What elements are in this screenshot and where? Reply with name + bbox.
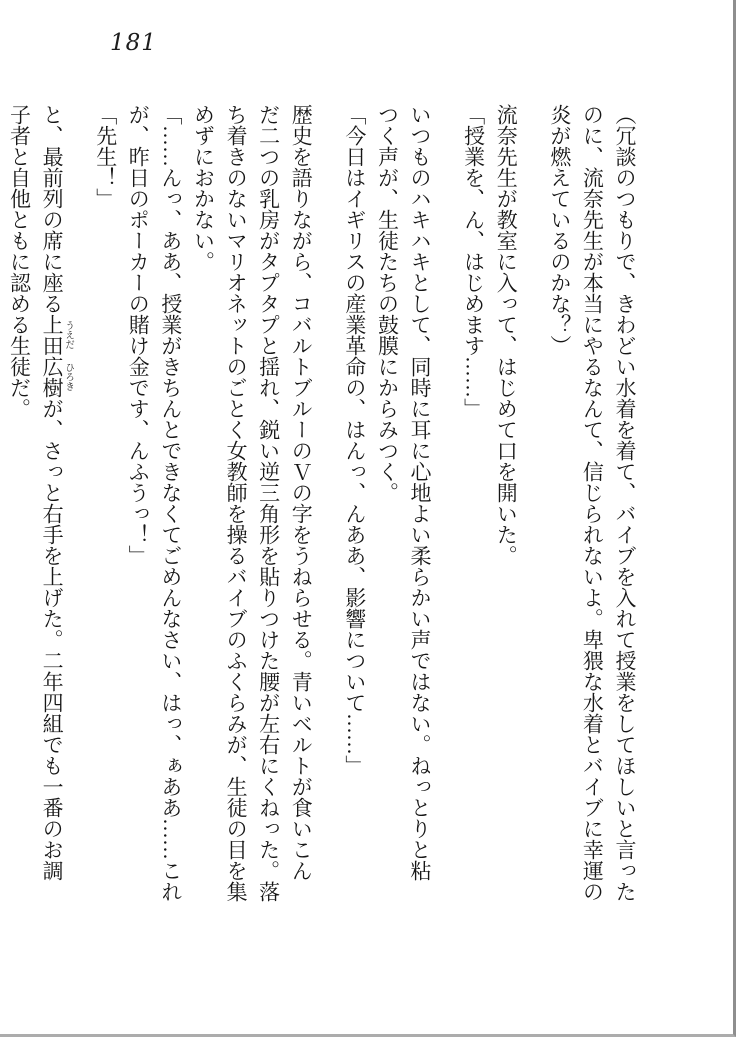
text-line: （冗談のつもりで、きわどい水着を着て、バイブを入れて授業をしてほしいと言った [613,104,637,902]
text-line: 炎が燃えているのかな？） [547,104,572,356]
vertical-text-block [7,104,641,926]
text-line: のに、流奈先生が本当にやるなんて、信じられないよ。卑猥な水着とバイブに幸運の [580,104,605,902]
furigana-ruby: 広樹 ひろき [40,356,74,398]
text-line: つく声が、生徒たちの鼓膜にからみつく。 [375,104,400,503]
text-line: めずにおかない。 [191,104,216,272]
text-line: 流奈先生が教室に入って、はじめて口を開いた。 [494,104,519,566]
text-line: 歴史を語りながら、コバルトブルーのＶの字をうねらせる。青いベルトが食いこん [289,104,314,881]
text-line: 「今日はイギリスの産業革命の、はんっ、んああ、影響について……」 [342,104,367,776]
furigana-ruby: 上田 うえだ [40,314,74,356]
text-line: だ二つの乳房がタプタプと揺れ、鋭い逆三角形を貼りつけた腰が左右にくねった。落 [256,104,281,902]
text-line: 子者と自他ともに認める生徒だ。 [7,104,32,419]
page-number: 181 [110,30,157,56]
text-line: 「先生！」 [93,104,118,209]
text-line: と、最前列の席に座る上田 うえだ広樹 ひろきが、さっと右手を上げた。二年四組でも一番のお調 [40,104,74,881]
text-line: 「……んっ、ああ、授業がきちんとできなくてごめんなさい、はっ、ぁああ……これ [158,104,183,902]
text-line: 「授業を、ん、はじめます……」 [461,104,486,419]
text-line: が、昨日のポーカーの賭け金です、んふうっ！」 [126,104,151,566]
text-line: ち着きのないマリオネットのごとく女教師を操るバイブのふくらみが、生徒の目を集 [224,104,249,902]
text-line: いつものハキハキとして、同時に耳に心地よい柔らかい声ではない。ねっとりと粘 [408,104,433,881]
